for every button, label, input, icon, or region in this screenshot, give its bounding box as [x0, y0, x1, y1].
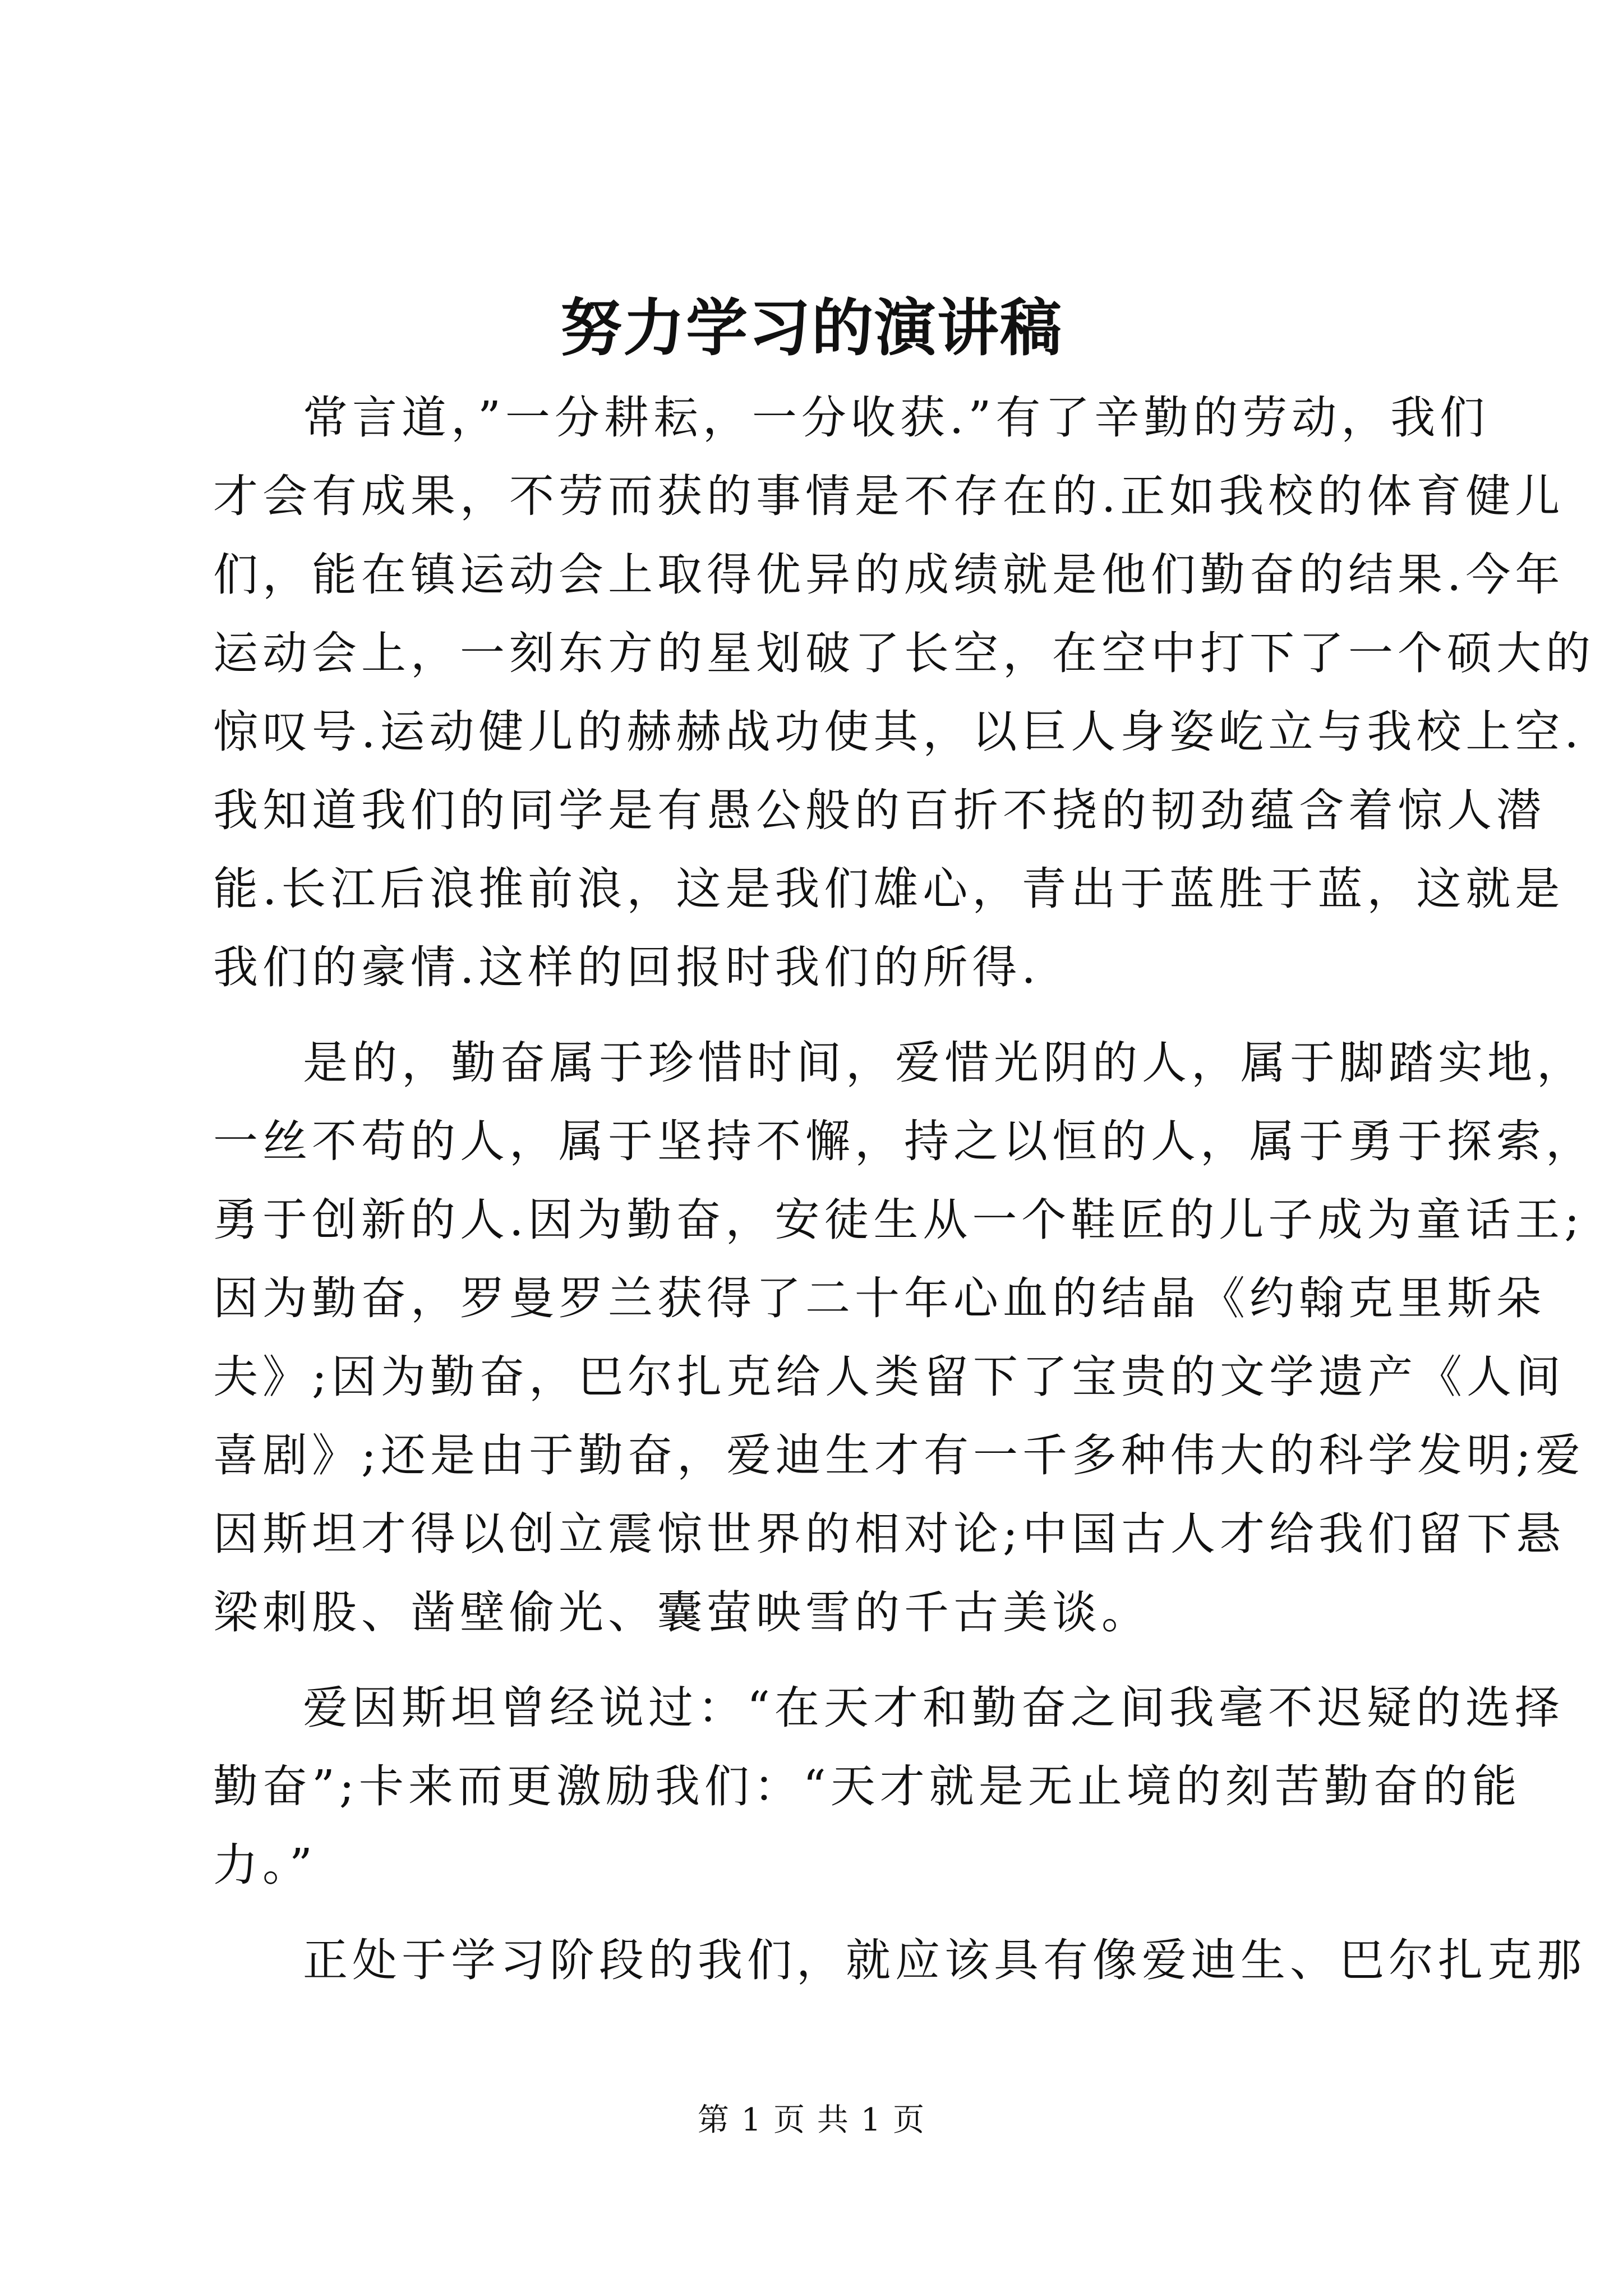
paragraph-line: 爱因斯坦曾经说过：“在天才和勤奋之间我毫不迟疑的选择 [303, 1682, 1564, 1734]
paragraph-line: 我们的豪情.这样的回报时我们的所得. [213, 941, 1040, 993]
paragraph-line: 正处于学习阶段的我们，就应该具有像爱迪生、巴尔扎克那 [303, 1934, 1586, 1986]
paragraph-line: 能.长江后浪推前浪，这是我们雄心，青出于蓝胜于蓝，这就是 [213, 863, 1565, 915]
document-title: 努力学习的演讲稿 [560, 292, 1063, 364]
paragraph-line: 喜剧》;还是由于勤奋，爱迪生才有一千多种伟大的科学发明;爱 [213, 1429, 1585, 1481]
paragraph-line: 常言道，”一分耕耘，一分收获.”有了辛勤的劳动，我们 [303, 392, 1490, 444]
paragraph-line: 力。” [213, 1839, 317, 1891]
paragraph-line: 因斯坦才得以创立震惊世界的相对论;中国古人才给我们留下悬 [213, 1508, 1565, 1560]
page-number-footer: 第 1 页 共 1 页 [697, 2102, 926, 2138]
paragraph-line: 勤奋”;卡来而更激励我们：“天才就是无止境的刻苦勤奋的能 [213, 1760, 1521, 1812]
paragraph-line: 才会有成果，不劳而获的事情是不存在的.正如我校的体育健儿 [213, 470, 1565, 522]
paragraph-line: 运动会上，一刻东方的星划破了长空，在空中打下了一个硕大的 [213, 627, 1595, 679]
paragraph-line: 一丝不苟的人，属于坚持不懈，持之以恒的人，属于勇于探索， [213, 1115, 1595, 1167]
paragraph-line: 是的，勤奋属于珍惜时间，爱惜光阴的人，属于脚踏实地， [303, 1037, 1586, 1089]
paragraph-line: 我知道我们的同学是有愚公般的百折不挠的韧劲蕴含着惊人潜 [213, 784, 1546, 836]
paragraph-line: 勇于创新的人.因为勤奋，安徒生从一个鞋匠的儿子成为童话王; [213, 1194, 1584, 1246]
paragraph-line: 惊叹号.运动健儿的赫赫战功使其，以巨人身姿屹立与我校上空. [213, 706, 1583, 758]
paragraph-line: 因为勤奋，罗曼罗兰获得了二十年心血的结晶《约翰克里斯朵 [213, 1272, 1546, 1324]
paragraph-line: 们，能在镇运动会上取得优异的成绩就是他们勤奋的结果.今年 [213, 549, 1565, 601]
paragraph-line: 夫》;因为勤奋，巴尔扎克给人类留下了宝贵的文学遗产《人间 [213, 1351, 1565, 1403]
paragraph-line: 梁刺股、凿壁偷光、囊萤映雪的千古美谈。 [213, 1586, 1151, 1639]
